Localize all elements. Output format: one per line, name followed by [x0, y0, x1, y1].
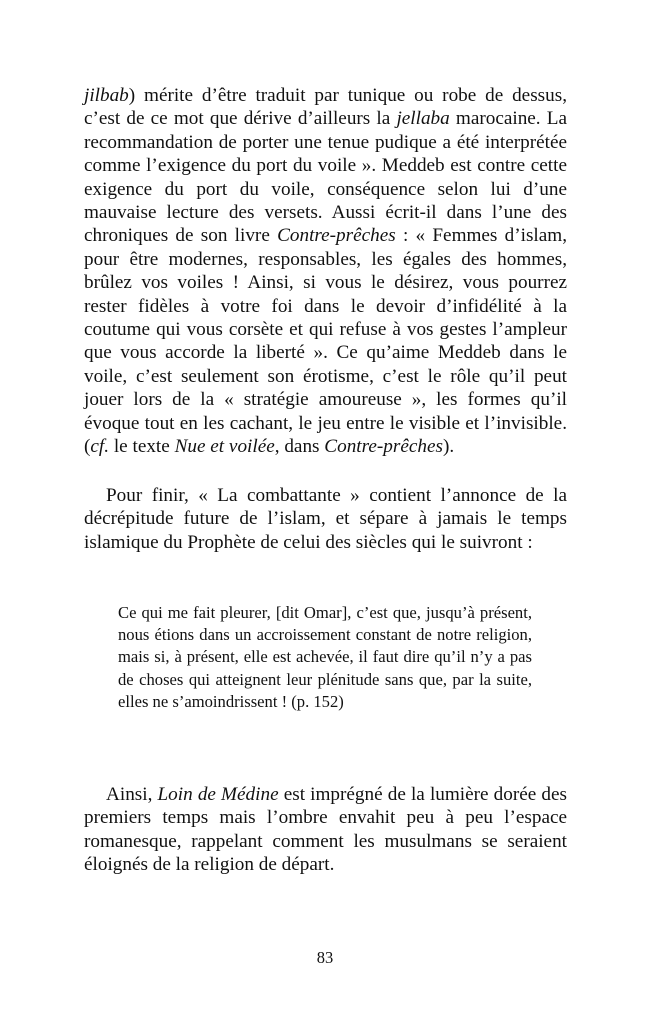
paragraph-combattante: Pour finir, « La combattante » contient l’annonce de la décrépitude future de l’islam, et sépare à jamais le temps islamique du Prophète de celui des siècles qui le suivront :: [84, 485, 567, 553]
term-jilbab: jilbab: [84, 85, 129, 106]
paragraph-veil: jilbab) mérite d’être traduit par tunique ou robe de dessus, c’est de ce mot que dérive d’ailleurs la jellaba marocaine. La recommandation de porter une tenue pudique a été interprétée comme l’exigence du port du voile ». Meddeb est contre cette exigence du port du voile, conséquence selon lui d’une mauvaise lecture des versets. Aussi écrit-il dans l’une des chroniques de son livre Contre-prêches : « Femmes d’islam, pour être modernes, responsables, les égales des hommes, brûlez vos voiles ! Ainsi, si vous le désirez, vous pourrez rester fidèles à votre foi dans le devoir d’infidélité à la coutume qui vous corsète et qui refuse à vos gestes l’ampleur que vous accorde la liberté ». Ce qu’aime Meddeb dans le voile, c’est seulement son érotisme, c’est le rôle qu’il peut jouer lors de la « stratégie amoureuse », les formes qu’il évoque tout en les cachant, le jeu entre le visible et l’invisible. (cf. le texte Nue et voilée, dans Contre-prêches).: [84, 85, 568, 458]
block-quote: Ce qui me fait pleurer, [dit Omar], c’est que, jusqu’à présent, nous étions dans un accroissement constant de notre religion, mais si, à présent, elle est achevée, il faut dire qu’il n’y a pas de choses qui atteignent leur plénitude sans que, par la suite, elles ne s’amoindrissent ! (p. 152): [118, 603, 532, 711]
text-title-nue-et-voilee: Nue et voilée: [174, 436, 275, 458]
page-number: 83: [316, 948, 334, 967]
book-title-contre-preches-2: Contre-prêches: [324, 436, 443, 458]
book-title-loin-de-medine: Loin de Médine: [157, 784, 279, 805]
abbrev-cf: cf.: [90, 436, 110, 458]
book-title-contre-preches: Contre-prêches: [277, 225, 396, 247]
paragraph-conclusion: Ainsi, Loin de Médine est imprégné de la lumière dorée des premiers temps mais l’ombre envahit peu à peu l’espace romanesque, rappelant comment les musulmans se seraient éloignés de la religion de départ.: [84, 784, 567, 876]
term-jellaba: jellaba: [396, 108, 450, 130]
